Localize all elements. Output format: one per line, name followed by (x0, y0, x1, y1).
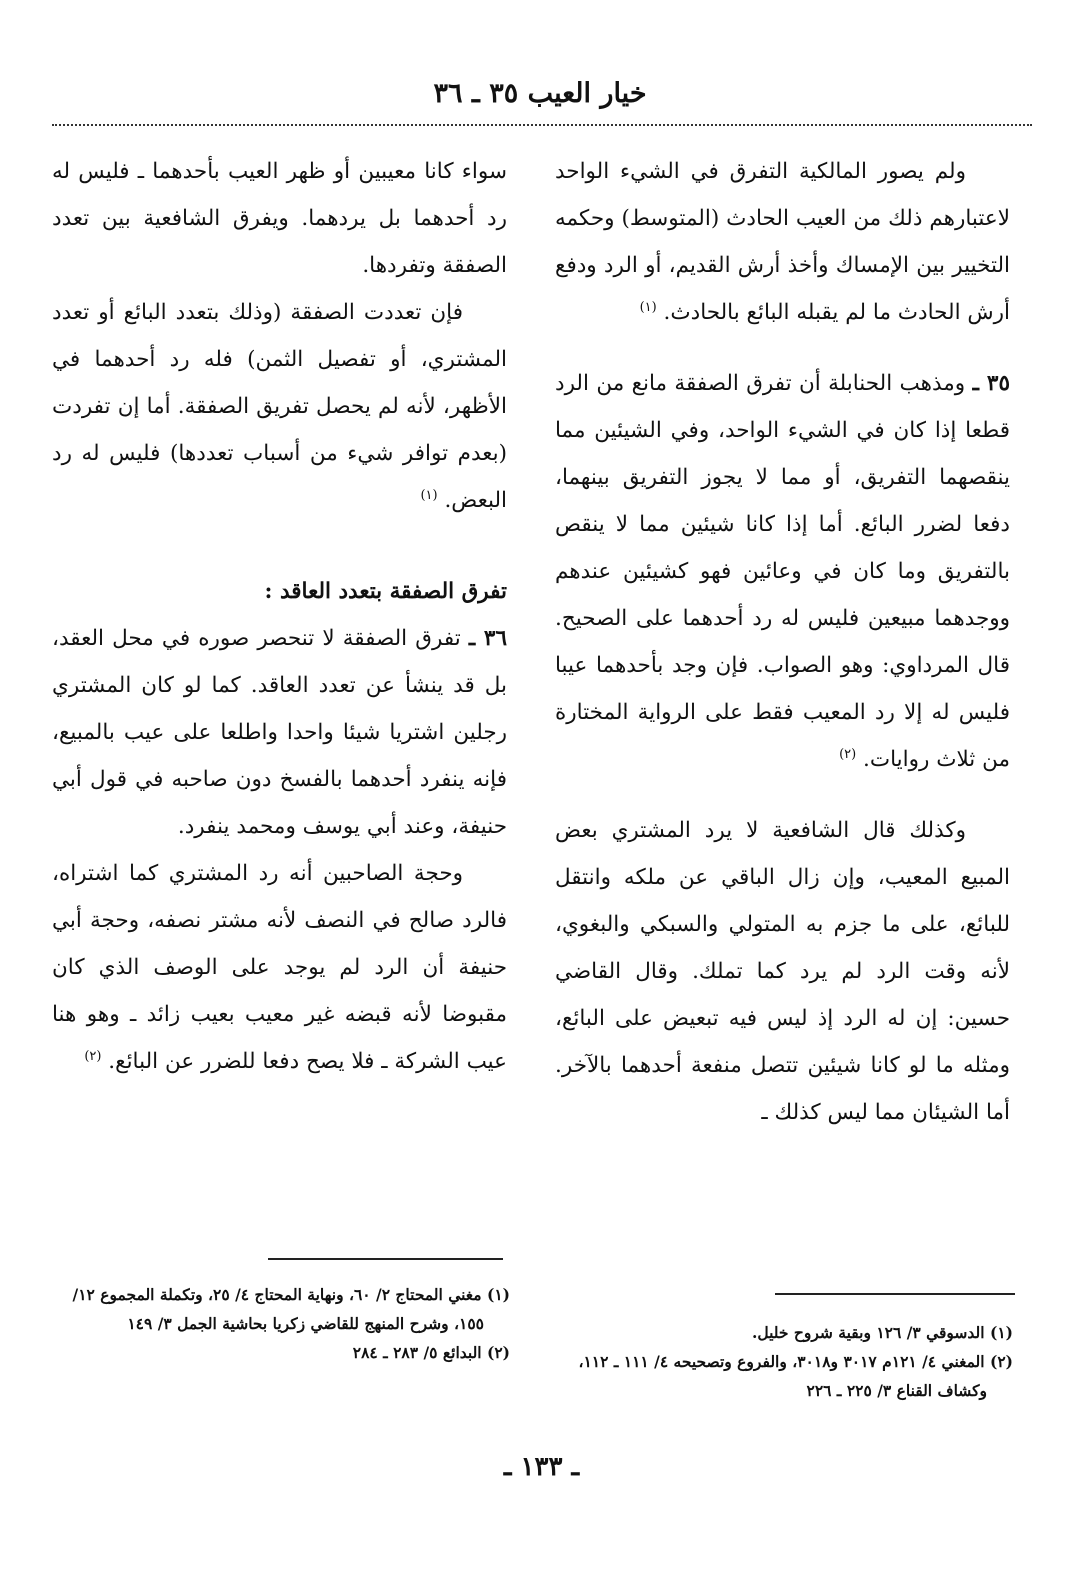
footnote-item: (٢) المغني ٤/ ١٢١م ٣٠١٧ و٣٠١٨، والفروع وتصحيحه ٤/ ١١١ ـ ١١٢، وكشاف القناع ٣/ ٢٢٥ ـ ٢٢٦ (578, 1352, 1013, 1400)
section-number-35: ٣٥ ـ (972, 371, 1010, 396)
footnote-item: (١) الدسوقي ٣/ ١٢٦ وبقية شروح خليل. (751, 1323, 1013, 1342)
right-paragraph-2: ٣٥ ـ ومذهب الحنابلة أن تفرق الصفقة مانع من الرد قطعا إذا كان في الشيء الواحد، وفي الشيئين مما ينقصهما التفريق، أو مما لا يجوز التفريق بينهما، دفعا لضرر البائع. أما إذا كانا شيئين مما لا ينقص بالتفريق وما كان في وعائين فهو كشيئين عندهم ووجدهما مبيعين فليس له رد أحدهما على الصحيح. قال المرداوي: وهو الصواب. فإن وجد بأحدهما عيبا فليس له إلا رد المعيب فقط على الرواية المختارة من ثلاث روايات. $^{(٢)}$ (555, 371, 1010, 772)
footnote-item: (٢) البدائع ٥/ ٢٨٣ ـ ٢٨٤ (352, 1343, 510, 1362)
right-column (555, 148, 1010, 1136)
left-paragraph-3: ٣٦ ـ تفرق الصفقة لا تنحصر صوره في محل العقد، بل قد ينشأ عن تعدد العاقد. كما لو كان المشتري رجلين اشتريا شيئا واحدا واطلعا على عيب بالمبيع، فإنه ينفرد أحدهما بالفسخ دون صاحبه في قول أبي حنيفة، وعند أبي يوسف ومحمد ينفرد. (52, 626, 507, 839)
footnote-item: (١) مغني المحتاج ٢/ ٦٠، ونهاية المحتاج ٤/ ٢٥، وتكملة المجموع ١٢/ ١٥٥، وشرح المنهج للقاضي زكريا بحاشية الجمل ٣/ ١٤٩ (72, 1285, 510, 1333)
right-paragraph-1: ولم يصور المالكية التفرق في الشيء الواحد لاعتبارهم ذلك من العيب الحادث (المتوسط) وحكمه التخيير بين الإمساك وأخذ أرش القديم، أو الرد ودفع أرش الحادث ما لم يقبله البائع بالحادث. $^{(١)}$ (555, 159, 1010, 325)
footnote-divider-right (775, 1293, 1015, 1295)
footnote-ref: (١) (639, 299, 657, 315)
left-column (52, 148, 507, 1085)
section-number-36: ٣٦ ـ (468, 626, 507, 651)
left-paragraph-2: فإن تعددت الصفقة (وذلك بتعدد البائع أو تعدد المشتري، أو تفصيل الثمن) فله رد أحدهما في الأظهر، لأنه لم يحصل تفريق الصفقة. أما إن تفردت (بعدم توافر شيء من أسباب تعددها) فليس له رد البعض. $^{(١)}$ (52, 300, 507, 513)
header-dotted-divider (52, 124, 1032, 126)
left-paragraph-4: وحجة الصاحبين أنه رد المشتري كما اشتراه، فالرد صالح في النصف لأنه مشتر نصفه، وحجة أبي حنيفة أن الرد لم يوجد على الوصف الذي كان مقبوضا لأنه قبضه غير معيب بعيب زائد ـ وهو هنا عيب الشركة ـ فلا يصح دفعا للضرر عن البائع. $^{(٢)}$ (52, 861, 507, 1074)
footnote-ref: (٢) (839, 746, 857, 762)
page-number: ـ ١٣٣ ـ (503, 1452, 580, 1482)
footnotes-right (553, 1318, 1013, 1405)
right-paragraph-3: وكذلك قال الشافعية لا يرد المشتري بعض المبيع المعيب، وإن زال الباقي عن ملكه وانتقل للبائع، على ما جزم به المتولي والسبكي والبغوي، لأنه وقت الرد لم يرد كما تملك. وقال القاضي حسين: إن له الرد إذ ليس فيه تبعيض على البائع، ومثله ما لو كانا شيئين تتصل منفعة أحدهما بالآخر. أما الشيئان مما ليس كذلك ـ (555, 818, 1010, 1125)
left-paragraph-1: سواء كانا معيبين أو ظهر العيب بأحدهما ـ فليس له رد أحدهما بل يردهما. ويفرق الشافعية بين تعدد الصفقة وتفردها. (52, 159, 507, 278)
footnote-divider-left (268, 1258, 503, 1260)
page-header-title: خيار العيب ٣٥ ـ ٣٦ (433, 78, 647, 109)
footnote-ref: (١) (420, 487, 438, 503)
footnotes-left (50, 1280, 510, 1367)
footnote-ref: (٢) (84, 1048, 102, 1064)
section-heading: تفرق الصفقة بتعدد العاقد : (264, 579, 507, 604)
